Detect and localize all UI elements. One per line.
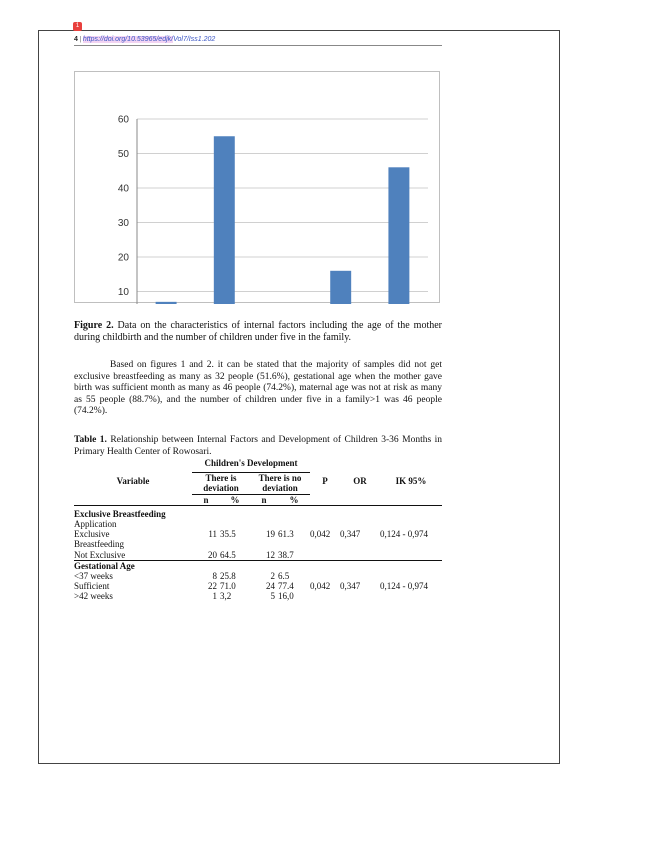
cell-pct: 3,2 [220,591,232,602]
row-label: Application [74,519,117,530]
cell-pct: 16,0 [278,591,294,602]
cell-pct: 25.8 [220,571,236,582]
sub-n-2: n [250,494,278,505]
table-row [74,560,442,571]
bar [388,167,409,304]
header-group: Children's Development [204,458,298,468]
row-label: Exclusive [74,529,110,540]
row-label: Sufficient [74,581,110,592]
header-no-deviation: There is no deviation [250,473,310,494]
body-paragraph: Based on figures 1 and 2. it can be stated that the majority of samples did not get exclusive breastfeeding as many as 32 people (51.6%), gestational age when the mother gave birth was sufficient month as many as 46 people (74.2%), maternal age was not at risk as many as 55 people (88.7%), and the number of children under five in a family>1 was 46 people (74.2%). [74,360,442,417]
cell-n: 2 [270,571,275,582]
cell-ik: 0,124 - 0,974 [380,581,428,592]
y-tick-label: 10 [117,287,129,298]
table-row [74,571,442,581]
table-row [74,591,442,601]
y-tick-label: 40 [117,183,129,195]
header-p: P [322,476,328,487]
bar [330,271,351,304]
bar [214,136,235,304]
row-label: >42 weeks [74,591,113,602]
table-row [74,519,442,529]
row-label: Breastfeeding [74,539,124,550]
header-deviation: There is deviation [192,473,250,494]
header-variable: Variable [116,476,150,487]
cell-ik: 0,124 - 0,974 [380,529,428,540]
row-label: <37 weeks [74,571,113,582]
cell-pct: 6.5 [278,571,290,582]
cell-or: 0,347 [340,529,361,540]
row-label: Not Exclusive [74,550,192,561]
bar [156,302,177,304]
header-rule [74,45,442,46]
y-tick-label: 30 [117,218,129,229]
cell-pct: 77.4 [278,581,294,592]
cell-n: 8 [212,571,217,582]
cell-p: 0,042 [310,581,331,592]
page-number: 4 [74,36,78,43]
table-caption [74,435,442,458]
figure-caption [74,320,442,344]
cell-n: 12 [250,550,278,561]
cell-pct: 71.0 [220,581,236,592]
cell-n: 5 [270,591,275,602]
cell-pct: 35.5 [220,529,236,540]
cell-or: 0,347 [340,581,361,592]
results-table [74,458,442,602]
y-tick-label: 50 [117,149,129,160]
cell-n: 19 [266,529,275,540]
cell-p: 0,042 [310,529,331,540]
cell-pct: 38.7 [278,550,310,561]
cell-n: 20 [192,550,220,561]
doi-link-highlighted[interactable]: https://doi.org/10.53965/edjk/ [82,36,174,43]
table-row [74,509,442,519]
sub-pct-1: % [220,494,250,505]
y-tick-label: 60 [117,114,129,126]
table-row [74,550,442,561]
table-row [74,581,442,591]
running-header [74,23,216,43]
figure-2-chart [74,71,440,303]
table-row [74,539,442,549]
cell-n: 11 [208,529,217,540]
table-row [74,529,442,539]
cell-pct: 61.3 [278,529,294,540]
table-caption-text: Relationship between Internal Factors and Development of Children 3-36 Months in Primary Health Center of Rowosari. [74,435,442,457]
cell-pct: 64.5 [220,550,250,561]
annotation-marker[interactable]: 1 [73,22,82,31]
section-gestational-age: Gestational Age [74,560,135,571]
y-tick-label: 20 [117,252,129,264]
section-exclusive-breastfeeding: Exclusive Breastfeeding [74,508,166,519]
table-caption-label: Table 1. [74,435,107,445]
cell-n: 1 [212,591,217,602]
figure-caption-label: Figure 2. [74,320,114,331]
header-or: OR [353,476,367,487]
sub-n-1: n [192,494,220,505]
sub-pct-2: % [278,494,310,505]
header-separator: | [79,35,82,43]
cell-n: 22 [208,581,217,592]
doi-link-rest[interactable]: Vol7/Iss1.202 [173,36,216,43]
figure-caption-text: Data on the characteristics of internal factors including the age of the mother during childbirth and the number of children under five in the family. [74,320,442,343]
cell-n: 24 [266,581,275,592]
header-ik: IK 95% [395,476,427,487]
bar-chart-svg [75,72,441,304]
